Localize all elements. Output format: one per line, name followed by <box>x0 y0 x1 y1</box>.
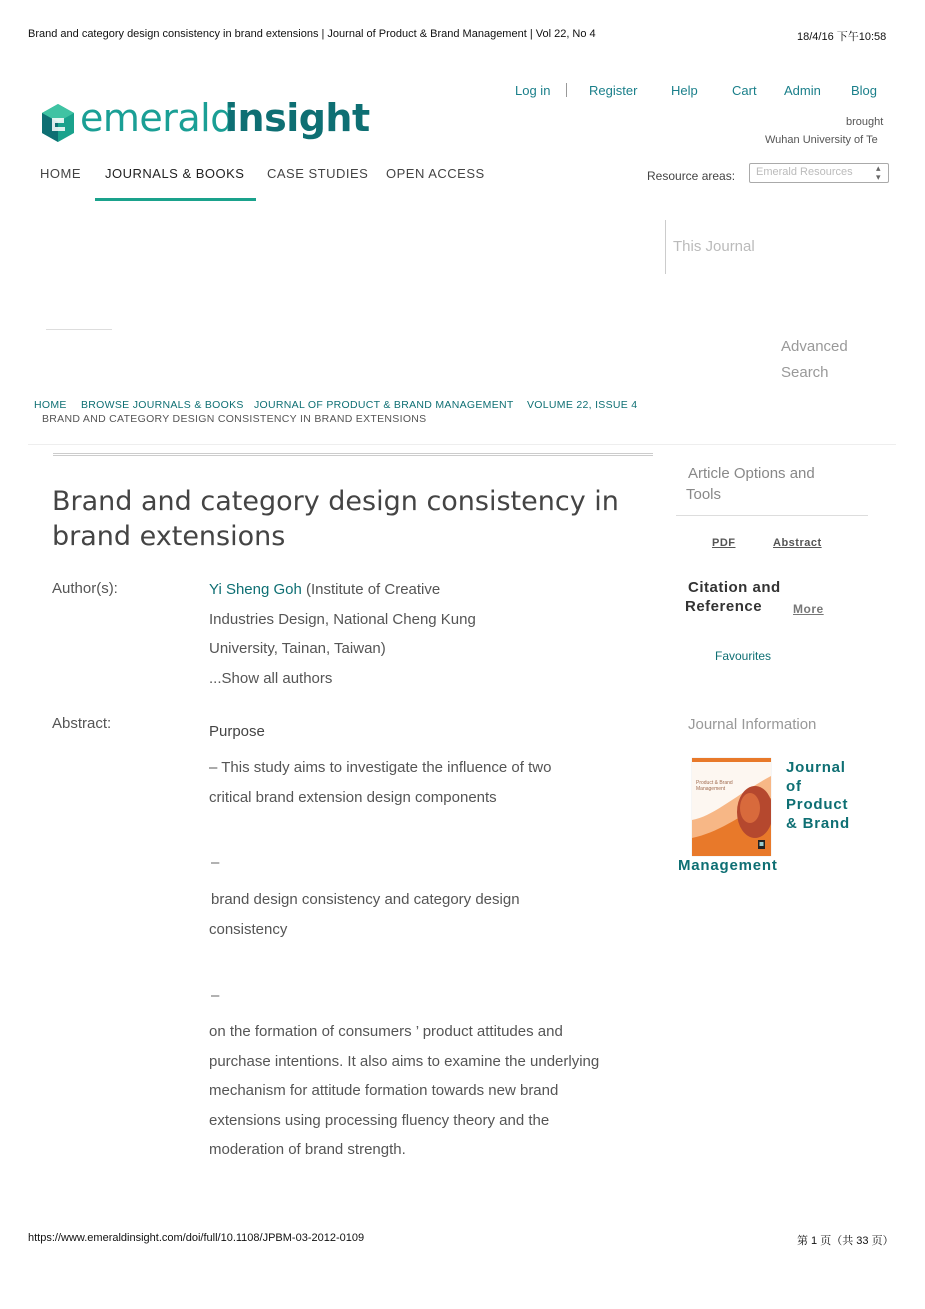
logo-word-emerald: emerald <box>80 96 234 140</box>
article-title <box>52 484 652 554</box>
author-affiliation-line1: (Institute of Creative <box>301 581 441 598</box>
advanced-search-line2: Search <box>781 364 829 381</box>
abstract-para2-line2: consistency <box>209 920 288 938</box>
citation-line2: Reference <box>685 598 763 615</box>
abstract-para2-line1: brand design consistency and category design <box>211 891 520 908</box>
help-link[interactable]: Help <box>671 83 698 98</box>
abstract-para3-line2: purchase intentions. It also aims to examine the underlying <box>209 1052 600 1070</box>
resource-areas-select[interactable] <box>749 163 889 183</box>
journal-cover-text: Product & Brand Management <box>696 780 733 792</box>
breadcrumb-volume[interactable]: VOLUME 22, ISSUE 4 <box>527 399 638 411</box>
journal-title-line2: of <box>786 777 802 795</box>
print-header-title: Brand and category design consistency in brand extensions | Journal of Product & Brand Management | Vol 22, No 4 <box>28 28 596 40</box>
journal-title-line5[interactable]: Management <box>678 857 778 874</box>
abstract-para3-line3: mechanism for attitude formation towards new brand <box>209 1082 559 1099</box>
abstract-para1 <box>209 753 659 812</box>
abstract-para2 <box>211 885 661 944</box>
article-options-line2: Tools <box>686 486 722 503</box>
journal-title-line3: Product <box>786 796 849 814</box>
print-footer-page: 第 1 页（共 33 页） <box>797 1235 894 1247</box>
abstract-purpose-heading: Purpose <box>209 723 265 740</box>
authors-label: Author(s): <box>52 580 118 597</box>
abstract-dash2: – <box>211 987 220 1004</box>
print-footer-url: https://www.emeraldinsight.com/doi/full/10.1108/JPBM-03-2012-0109 <box>28 1232 365 1244</box>
access-note-institution: Wuhan University of Te <box>765 134 878 146</box>
article-options-heading <box>686 463 815 505</box>
breadcrumb-current: BRAND AND CATEGORY DESIGN CONSISTENCY IN BRAND EXTENSIONS <box>42 413 427 425</box>
citation-line1: Citation and <box>688 579 781 596</box>
authors-block <box>209 575 659 693</box>
nav-journals-books[interactable]: JOURNALS & BOOKS <box>105 166 245 181</box>
logo-word-insight: insight <box>225 96 370 140</box>
admin-link[interactable]: Admin <box>784 83 821 98</box>
print-header-datetime: 18/4/16 下午10:58 <box>797 31 887 43</box>
nav-home[interactable]: HOME <box>40 166 81 181</box>
abstract-label: Abstract: <box>52 715 112 732</box>
access-note-line1: brought <box>846 116 884 128</box>
breadcrumb-journal[interactable]: JOURNAL OF PRODUCT & BRAND MANAGEMENT <box>254 399 514 411</box>
select-arrows-icon: ▴ ▾ <box>876 163 881 182</box>
article-title-line1: Brand and category design consistency in <box>52 486 619 517</box>
author-link[interactable]: Yi Sheng Goh <box>209 581 302 598</box>
blog-link[interactable]: Blog <box>851 83 878 98</box>
abstract-dash1: – <box>211 854 220 871</box>
pdf-link[interactable]: PDF <box>712 537 736 549</box>
abstract-para1-line2: critical brand extension design components <box>209 788 497 806</box>
citation-reference-heading <box>685 578 781 616</box>
abstract-para3-line5: moderation of brand strength. <box>209 1141 406 1158</box>
link-divider <box>566 83 567 97</box>
advanced-search-link[interactable] <box>781 334 848 386</box>
journal-cover-image[interactable] <box>692 758 771 856</box>
journal-information-heading: Journal Information <box>688 716 817 733</box>
search-scope-divider <box>665 220 666 274</box>
abstract-link[interactable]: Abstract <box>773 537 822 549</box>
journal-cover-artwork <box>692 758 771 856</box>
breadcrumb-divider <box>28 444 896 445</box>
journal-title-line1: Journal <box>786 759 846 776</box>
article-top-rule <box>53 453 653 456</box>
abstract-para3 <box>209 1017 659 1165</box>
register-link[interactable]: Register <box>589 83 638 98</box>
nav-open-access[interactable]: OPEN ACCESS <box>386 166 485 181</box>
login-link[interactable]: Log in <box>515 83 551 98</box>
journal-title-line4: & Brand <box>786 814 850 832</box>
author-affiliation-line3: University, Tainan, Taiwan) <box>209 640 386 657</box>
resource-areas-value: Emerald Resources <box>756 166 853 178</box>
show-all-authors-link[interactable]: ...Show all authors <box>209 669 333 687</box>
search-field-underline <box>46 329 112 330</box>
author-affiliation-line2: Industries Design, National Cheng Kung <box>209 610 476 628</box>
nav-case-studies[interactable]: CASE STUDIES <box>267 166 369 181</box>
breadcrumb-browse[interactable]: BROWSE JOURNALS & BOOKS <box>81 399 244 411</box>
article-title-line2: brand extensions <box>52 521 286 552</box>
abstract-para3-line4: extensions using processing fluency theory and the <box>209 1111 550 1129</box>
journal-title-link[interactable] <box>786 759 850 833</box>
cart-link[interactable]: Cart <box>732 83 757 98</box>
article-options-line1: Article Options and <box>688 465 815 482</box>
favourites-link[interactable]: Favourites <box>715 649 772 663</box>
resource-areas-label: Resource areas: <box>647 169 736 183</box>
citation-more-link[interactable]: More <box>793 602 824 616</box>
abstract-para1-line1: – This study aims to investigate the influence of two <box>209 759 552 776</box>
advanced-search-line1: Advanced <box>781 338 848 355</box>
abstract-para3-line1: on the formation of consumers ’ product attitudes and <box>209 1023 563 1040</box>
emerald-hexagon-icon <box>40 103 76 143</box>
article-options-divider <box>676 515 868 516</box>
breadcrumb-home[interactable]: HOME <box>34 399 67 411</box>
emerald-insight-logo[interactable] <box>40 96 370 146</box>
nav-active-indicator <box>95 198 256 201</box>
search-scope-this-journal[interactable]: This Journal <box>673 238 755 255</box>
